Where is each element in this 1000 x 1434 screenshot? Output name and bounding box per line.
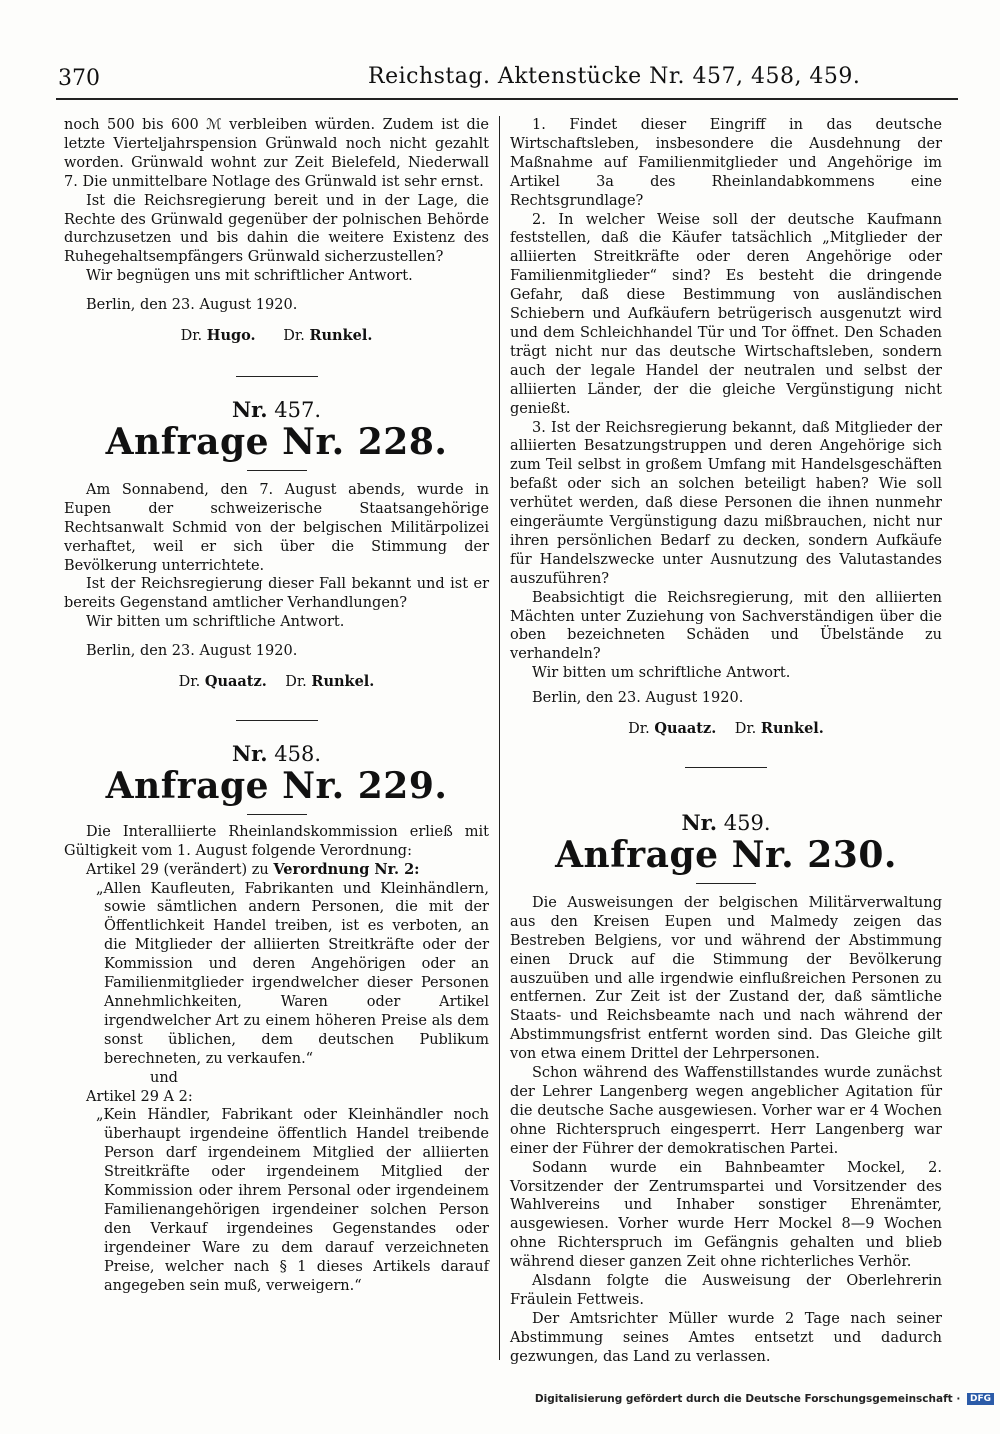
signature-name: Quaatz. xyxy=(204,673,267,691)
signature-name: Runkel. xyxy=(309,327,373,345)
signature-prefix: Dr. xyxy=(628,721,650,738)
signature-name: Runkel. xyxy=(760,720,824,738)
quoted-regulation: „Allen Kaufleuten, Fabrikanten und Kleinhändlern, sowie sämtlichen andern Personen, die mit der Öffentlichkeit Handel treiben, ist es verboten, an die Mitglieder der alliierten Streitkräfte oder der Kommission und deren Angehörigen oder an Familienmitglieder irgendwelcher dieser Personen Annehmlichkeiten, Waren oder Artikel irgendwelcher Art zu einem höheren Preise als dem sonst üblichen, dem deutschen Publikum berechneten, zu verkaufen.“ xyxy=(96,880,489,1067)
article-reference: Verordnung Nr. 2: xyxy=(273,860,420,878)
right-column xyxy=(510,116,942,1367)
credit-text: Digitalisierung gefördert durch die Deutsche Forschungsgemeinschaft · xyxy=(534,1393,961,1405)
document-number-prefix: Nr. xyxy=(231,396,268,422)
document-number-prefix: Nr. xyxy=(231,740,268,766)
column-divider xyxy=(499,116,500,1360)
document-number xyxy=(64,740,489,766)
body-paragraph: Sodann wurde ein Bahnbeamter Mockel, 2. Vorsitzender der Zentrumspartei und Vorsitzender des Wahlvereins und Inhaber sonstiger Ehrenämter, ausgewiesen. Vorher wurde Herr Mockel 8—9 Wochen ohne Richterspruch im Gefängnis gehalten und blieb während dieser ganzen Zeit ohne richterliches Verhör. xyxy=(510,1159,942,1271)
body-paragraph: Am Sonnabend, den 7. August abends, wurde in Eupen der schweizerische Staatsangehörige Rechtsanwalt Schmid von der belgischen Militärpolizei verhaftet, weil er sich über die Stimmung der Bevölkerung unterrichtete. xyxy=(64,481,489,574)
question-paragraph: 3. Ist der Reichsregierung bekannt, daß Mitglieder der alliierten Besatzungstruppen und deren Angehörige sich zum Teil selbst in großem Umfang mit Handelsgeschäften befaßt oder sich an solchen beteiligt haben? Wie soll verhütet werden, daß diese Personen die ihnen nunmehr eingeräumte Vergünstigung dazu mißbrauchen, nicht nur ihren persönlichen Bedarf zu decken, sondern Aufkäufe für Handelszwecke unter Ausnutzung des Valutastandes auszuführen? xyxy=(510,419,942,587)
conjunction: und xyxy=(150,1069,178,1086)
document-number-value: 459. xyxy=(723,811,771,835)
question-paragraph: 2. In welcher Weise soll der deutsche Kaufmann feststellen, daß die Käufer tatsächlich „Mitglieder der alliierten Streitkräfte oder deren Angehörige oder Familienmitglieder“ sind? Es besteht die dringende Gefahr, daß diese Bestimmung von ausländischen Schiebern und Aufkäufern betrügerisch ausgenutzt wird und dem Schleichhandel Tür und Tor öffnet. Den Schaden trägt nicht nur das deutsche Wirtschaftsleben, sondern auch der legale Handel der neutralen und selbst der alliierten Länder, der die gleiche Vergünstigung nicht genießt. xyxy=(510,211,942,417)
document-number-value: 457. xyxy=(274,397,322,422)
signature-prefix: Dr. xyxy=(285,674,307,691)
signature-prefix: Dr. xyxy=(180,328,203,345)
left-column xyxy=(64,116,489,1296)
article-label: Artikel 29 (verändert) zu xyxy=(86,861,269,878)
dfg-logo: DFG xyxy=(967,1393,994,1405)
body-paragraph: Wir bitten um schriftliche Antwort. xyxy=(86,614,345,631)
body-paragraph: Die Ausweisungen der belgischen Militärverwaltung aus den Kreisen Eupen und Malmedy zeigen das Bestreben Belgiens, vor und während der Abstimmung einen Druck auf die Stimmung der Bevölkerung auszuüben und alle irgendwie einflußreichen Personen zu entfernen. Zur Zeit ist der Zustand der, daß sämtliche Staats- und Reichsbeamte nach und nach während der Abstimmungsfrist entfernt worden sind. Das Gleiche gilt von etwa einem Drittel der Lehrpersonen. xyxy=(510,894,942,1063)
document-title: Anfrage Nr. 230. xyxy=(555,833,897,876)
digitization-credit xyxy=(535,1393,994,1405)
continued-paragraph: Wir begnügen uns mit schriftlicher Antwort. xyxy=(86,268,413,285)
document-title: Anfrage Nr. 228. xyxy=(105,420,448,463)
document-number xyxy=(510,810,942,835)
dateline: Berlin, den 23. August 1920. xyxy=(532,690,744,707)
signature-name: Runkel. xyxy=(311,673,375,691)
signature-line xyxy=(64,327,489,346)
header-rule xyxy=(56,98,958,100)
signature-prefix: Dr. xyxy=(283,328,305,345)
document-number-prefix: Nr. xyxy=(681,810,718,835)
body-paragraph: Der Amtsrichter Müller wurde 2 Tage nach seiner Abstimmung seines Amtes entsetzt und dadurch gezwungen, das Land zu verlassen. xyxy=(510,1310,942,1365)
body-paragraph: Die Interalliierte Rheinlandskommission erließ mit Gültigkeit vom 1. August folgende Verordnung: xyxy=(64,823,489,859)
signature-line xyxy=(510,720,942,739)
quoted-regulation: „Kein Händler, Fabrikant oder Kleinhändler noch überhaupt irgendeine öffentlich Handel treibende Person darf irgendeinem Mitglied der alliierten Streitkräfte oder irgendeinem Mitglied der Kommission oder ihrem Personal oder irgendeinem Familienangehörigen irgendeiner solchen Person den Verkauf irgendeines Gegenstandes oder irgendeiner Ware zu dem darauf verzeichneten Preise, welcher nach § 1 dieses Artikels darauf angegeben sein muß, verweigern.“ xyxy=(96,1107,489,1294)
signature-line xyxy=(64,673,489,692)
signature-prefix: Dr. xyxy=(734,721,757,738)
dateline: Berlin, den 23. August 1920. xyxy=(86,297,298,314)
continued-paragraph: Ist die Reichsregierung bereit und in der Lage, die Rechte des Grünwald gegenüber der polnischen Behörde durchzusetzen und bis dahin die weitere Existenz des Ruhegehaltsempfängers Grünwald sicherzustellen? xyxy=(64,192,489,266)
continued-paragraph: noch 500 bis 600 ℳ verbleiben würden. Zudem ist die letzte Vierteljahrspension Grünwald noch nicht gezahlt worden. Grünwald wohnt zur Zeit Bielefeld, Niederwall 7. Die unmittelbare Notlage des Grünwald ist sehr ernst. xyxy=(64,117,489,190)
body-paragraph: Alsdann folgte die Ausweisung der Oberlehrerin Fräulein Fettweis. xyxy=(510,1273,942,1308)
signature-prefix: Dr. xyxy=(178,674,201,691)
body-paragraph: Wir bitten um schriftliche Antwort. xyxy=(532,665,791,682)
document-number-value: 458. xyxy=(274,741,322,766)
article-heading xyxy=(64,861,489,880)
signature-name: Hugo. xyxy=(206,327,256,345)
running-head: Reichstag. Aktenstücke Nr. 457, 458, 459. xyxy=(368,64,861,89)
body-paragraph: Schon während des Waffenstillstandes wurde zunächst der Lehrer Langenberg wegen angeblicher Agitation für die deutsche Sache ausgewiesen. Vorher war er 4 Wochen ohne Richterspruch eingesperrt. Herr Langenberg war einer der Führer der demokratischen Partei. xyxy=(510,1065,942,1157)
question-paragraph: 1. Findet dieser Eingriff in das deutsche Wirtschaftsleben, insbesondere die Ausdehnung der Maßnahme auf Familienmitglieder und Angehörige im Artikel 3a des Rheinlandabkommens eine Rechtsgrundlage? xyxy=(510,117,942,209)
body-paragraph: Beabsichtigt die Reichsregierung, mit den alliierten Mächten unter Zuziehung von Sachverständigen über die oben bezeichneten Schäden und Übelstände zu verhandeln? xyxy=(510,589,942,663)
signature-name: Quaatz. xyxy=(654,720,717,738)
document-number xyxy=(64,396,489,422)
article-heading: Artikel 29 A 2: xyxy=(86,1088,193,1105)
dateline: Berlin, den 23. August 1920. xyxy=(86,643,298,660)
body-paragraph: Ist der Reichsregierung dieser Fall bekannt und ist er bereits Gegenstand amtlicher Verhandlungen? xyxy=(64,576,489,612)
page-header xyxy=(56,62,956,98)
document-title: Anfrage Nr. 229. xyxy=(105,764,448,807)
page-number: 370 xyxy=(58,66,100,91)
